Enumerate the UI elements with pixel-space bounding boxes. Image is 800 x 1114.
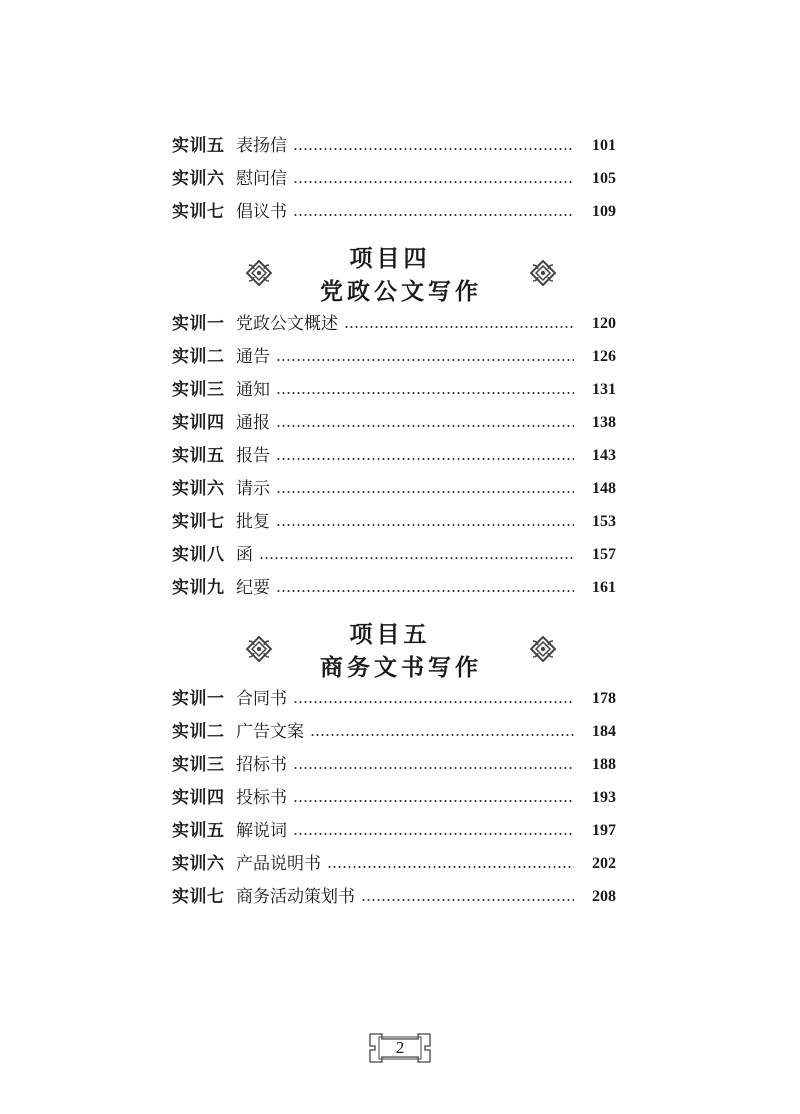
toc-entry-title: 慰问信 (236, 169, 287, 189)
toc-entry-title: 请示 (236, 479, 270, 499)
toc-entry-number: 实训七 (172, 512, 225, 532)
leader-dots (293, 800, 574, 802)
section-label: 项目四 (349, 246, 431, 272)
toc-entry[interactable] (172, 885, 616, 909)
toc-entry-page: 131 (592, 381, 616, 398)
toc-entry-number: 实训二 (172, 347, 225, 367)
toc-entry-page: 208 (592, 888, 616, 905)
diamond-ornament-icon (246, 636, 272, 662)
toc-entry[interactable] (172, 510, 616, 534)
toc-entry-title: 表扬信 (236, 136, 287, 156)
toc-entry-number: 实训八 (172, 545, 225, 565)
toc-entry[interactable] (172, 167, 616, 191)
toc-entry-page: 161 (592, 579, 616, 596)
toc-entry-number: 实训五 (172, 136, 225, 156)
toc-entry-page: 193 (592, 789, 616, 806)
toc-entry-title: 倡议书 (236, 202, 287, 222)
toc-entry-page: 178 (592, 690, 616, 707)
toc-entry-title: 合同书 (236, 689, 287, 709)
leader-dots (293, 767, 574, 769)
toc-entry-title: 投标书 (236, 788, 287, 808)
leader-dots (276, 425, 574, 427)
section-name: 商务文书写作 (320, 655, 482, 681)
toc-entry[interactable] (172, 345, 616, 369)
toc-entry[interactable] (172, 378, 616, 402)
toc-entry-title: 通告 (236, 347, 270, 367)
leader-dots (276, 590, 574, 592)
toc-entry-page: 197 (592, 822, 616, 839)
toc-entry[interactable] (172, 444, 616, 468)
toc-entry-title: 通知 (236, 380, 270, 400)
toc-entry[interactable] (172, 687, 616, 711)
section-title (272, 616, 530, 682)
toc-entry[interactable] (172, 720, 616, 744)
section-title (272, 240, 530, 306)
toc-entry-title: 通报 (236, 413, 270, 433)
toc-entry-page: 120 (592, 315, 616, 332)
leader-dots (276, 359, 574, 361)
toc-entry-title: 招标书 (236, 755, 287, 775)
leader-dots (293, 181, 574, 183)
toc-entry-title: 批复 (236, 512, 270, 532)
toc-entry-number: 实训一 (172, 689, 225, 709)
toc-entry[interactable] (172, 753, 616, 777)
leader-dots (327, 866, 574, 868)
toc-entry-page: 188 (592, 756, 616, 773)
page-number-value: 2 (395, 1038, 405, 1057)
toc-entry-number: 实训一 (172, 314, 225, 334)
toc-entry[interactable] (172, 576, 616, 600)
toc-entry-number: 实训六 (172, 169, 225, 189)
leader-dots (276, 491, 574, 493)
toc-entry[interactable] (172, 786, 616, 810)
section-heading-project-5 (246, 622, 556, 681)
page-number (368, 1032, 432, 1064)
section-heading-project-4 (246, 246, 556, 305)
toc-entry-number: 实训七 (172, 887, 225, 907)
toc-entry-page: 184 (592, 723, 616, 740)
leader-dots (310, 734, 574, 736)
toc-entry-page: 109 (592, 203, 616, 220)
leader-dots (276, 392, 574, 394)
leader-dots (293, 833, 574, 835)
leader-dots (293, 148, 574, 150)
toc-entry-title: 产品说明书 (236, 854, 321, 874)
toc-entry[interactable] (172, 819, 616, 843)
toc-entry-page: 157 (592, 546, 616, 563)
toc-entry-number: 实训二 (172, 722, 225, 742)
toc-entry-number: 实训六 (172, 479, 225, 499)
toc-entry-page: 202 (592, 855, 616, 872)
toc-entry-title: 商务活动策划书 (236, 887, 355, 907)
toc-entry-page: 101 (592, 137, 616, 154)
toc-entry[interactable] (172, 312, 616, 336)
toc-entry-page: 143 (592, 447, 616, 464)
toc-entry-title: 解说词 (236, 821, 287, 841)
toc-entry-number: 实训四 (172, 413, 225, 433)
leader-dots (344, 326, 574, 328)
toc-entry[interactable] (172, 200, 616, 224)
leader-dots (259, 557, 574, 559)
leader-dots (276, 458, 574, 460)
toc-entry-number: 实训六 (172, 854, 225, 874)
toc-entry-title: 报告 (236, 446, 270, 466)
toc-entry-title: 党政公文概述 (236, 314, 338, 334)
diamond-ornament-icon (530, 636, 556, 662)
toc-entry-page: 105 (592, 170, 616, 187)
toc-entry-number: 实训四 (172, 788, 225, 808)
leader-dots (361, 899, 574, 901)
leader-dots (276, 524, 574, 526)
diamond-ornament-icon (246, 260, 272, 286)
toc-entry-number: 实训七 (172, 202, 225, 222)
toc-entry-number: 实训三 (172, 380, 225, 400)
toc-entry[interactable] (172, 411, 616, 435)
section-label: 项目五 (349, 622, 431, 648)
toc-entry-page: 153 (592, 513, 616, 530)
diamond-ornament-icon (530, 260, 556, 286)
section-name: 党政公文写作 (320, 279, 482, 305)
toc-entry-title: 函 (236, 545, 253, 565)
toc-entry-page: 148 (592, 480, 616, 497)
toc-entry[interactable] (172, 543, 616, 567)
toc-entry[interactable] (172, 852, 616, 876)
toc-entry-page: 138 (592, 414, 616, 431)
toc-entry[interactable] (172, 477, 616, 501)
toc-entry-title: 纪要 (236, 578, 270, 598)
toc-entry-number: 实训九 (172, 578, 225, 598)
toc-entry-title: 广告文案 (236, 722, 304, 742)
leader-dots (293, 701, 574, 703)
toc-entry[interactable] (172, 134, 616, 158)
toc-entry-number: 实训三 (172, 755, 225, 775)
leader-dots (293, 214, 574, 216)
toc-entry-number: 实训五 (172, 821, 225, 841)
toc-entry-number: 实训五 (172, 446, 225, 466)
toc-entry-page: 126 (592, 348, 616, 365)
